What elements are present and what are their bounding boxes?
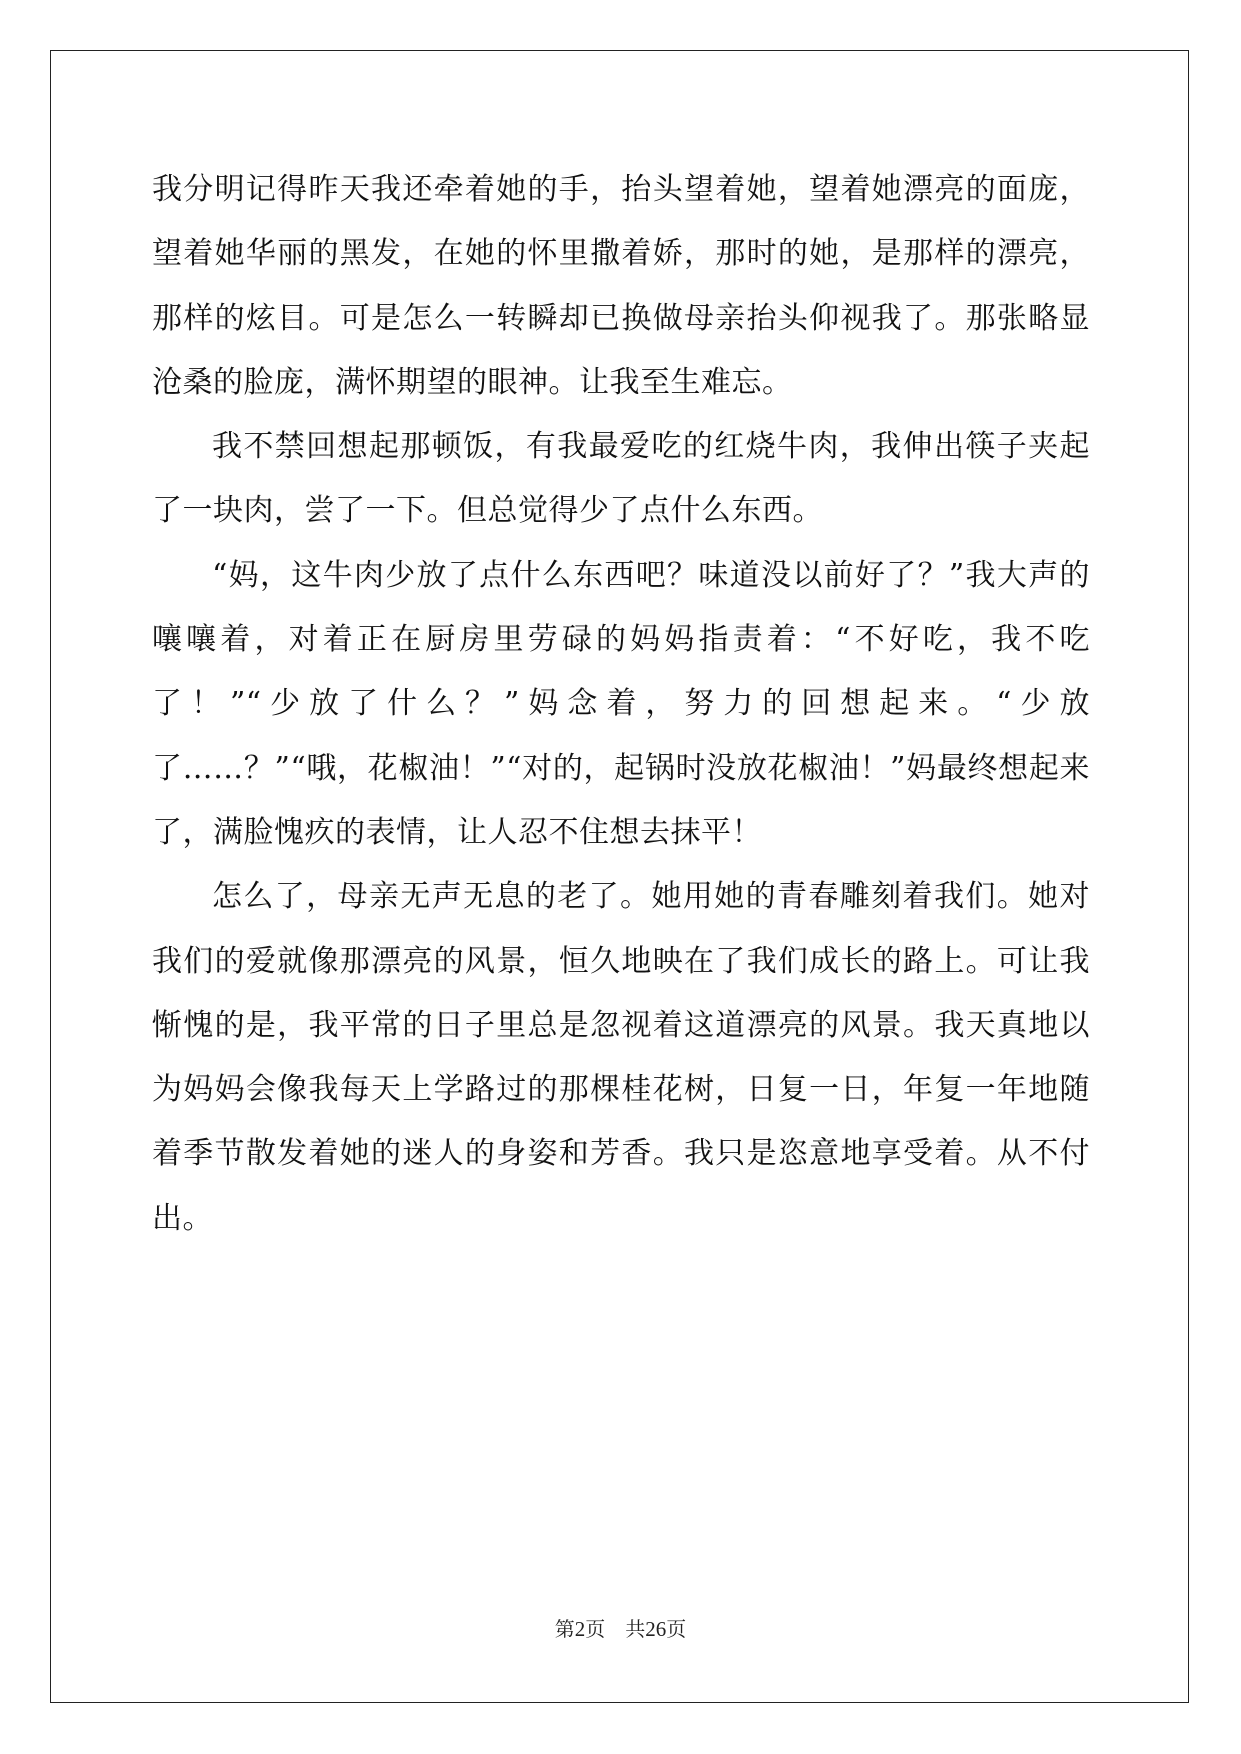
paragraph-1: 我分明记得昨天我还牵着她的手，抬头望着她，望着她漂亮的面庞，望着她华丽的黑发，在她的怀里撒着娇，那时的她，是那样的漂亮，那样的炫目。可是怎么一转瞬却已换做母亲抬头仰视我了。那张略显沧桑的脸庞，满怀期望的眼神。让我至生难忘。 [152, 172, 1090, 400]
paragraph-4: 怎么了，母亲无声无息的老了。她用她的青春雕刻着我们。她对我们的爱就像那漂亮的风景，恒久地映在了我们成长的路上。可让我惭愧的是，我平常的日子里总是忽视着这道漂亮的风景。我天真地以为妈妈会像我每天上学路过的那棵桂花树，日复一日，年复一年地随着季节散发着她的迷人的身姿和芳香。我只是恣意地享受着。从不付出。 [152, 879, 1090, 1236]
page-suffix: 页 [585, 1617, 606, 1641]
document-body [152, 158, 1090, 1251]
total-prefix: 共 [625, 1617, 646, 1641]
paragraph-2: 我不禁回想起那顿饭，有我最爱吃的红烧牛肉，我伸出筷子夹起了一块肉，尝了一下。但总觉得少了点什么东西。 [152, 429, 1090, 529]
page-total: 26 [645, 1617, 667, 1641]
page-footer [0, 1613, 1241, 1642]
page-prefix: 第 [554, 1617, 575, 1641]
paragraph-3: “妈，这牛肉少放了点什么东西吧？味道没以前好了？”我大声的嚷嚷着，对着正在厨房里劳碌的妈妈指责着：“不好吃，我不吃了！”“少放了什么？”妈念着，努力的回想起来。“少放了……？”“哦，花椒油！”“对的，起锅时没放花椒油！”妈最终想起来了，满脸愧疚的表情，让人忍不住想去抹平！ [152, 557, 1090, 850]
page-number: 2 [574, 1617, 586, 1641]
total-suffix: 页 [666, 1617, 687, 1641]
